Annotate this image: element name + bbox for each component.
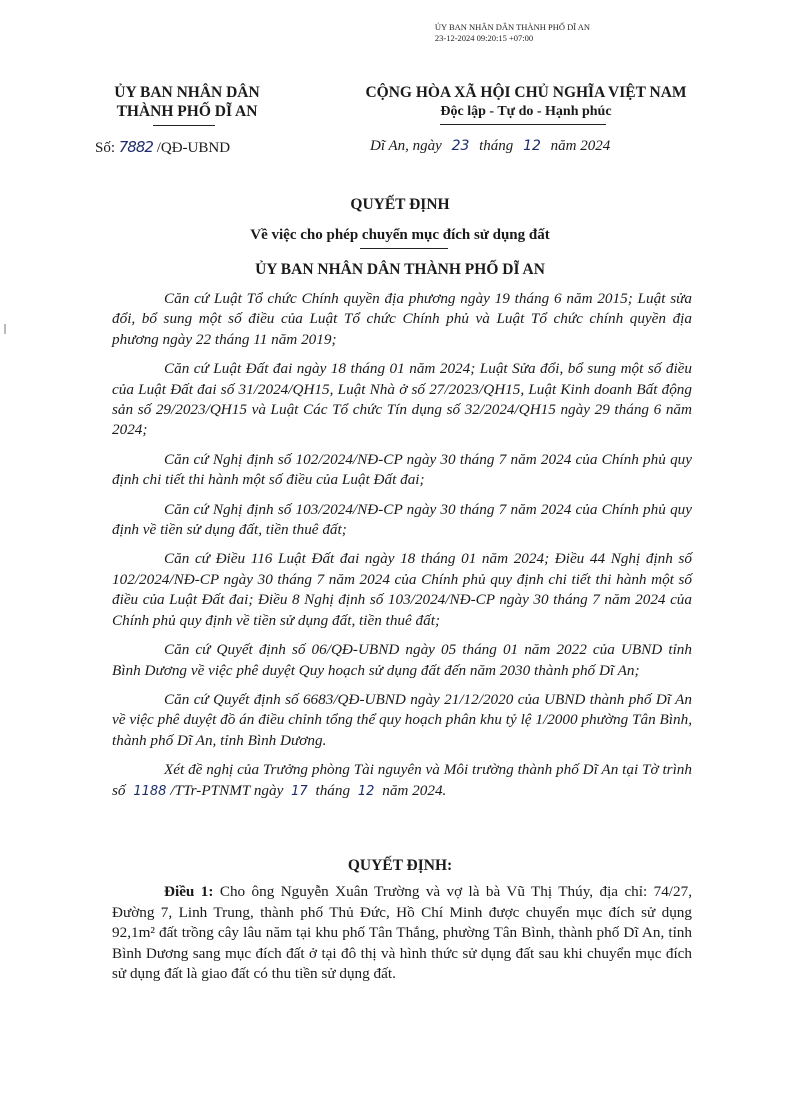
date-year: năm 2024: [550, 138, 611, 154]
proposal-day-handwritten: 17: [291, 783, 308, 799]
proposal-paragraph: [112, 760, 692, 802]
signature-org: ỦY BAN NHÂN DÂN THÀNH PHỐ DĨ AN: [434, 22, 590, 32]
proposal-month-word: tháng: [315, 781, 351, 799]
article-1: [112, 882, 692, 985]
proposal-text-2: /TTr-PTNMT ngày: [170, 781, 284, 799]
preamble-paragraph: Căn cứ Điều 116 Luật Đất đai ngày 18 tháng 01 năm 2024; Điều 44 Nghị định số 102/2024/NĐ-CP ngày 30 tháng 7 năm 2024 của Chính phủ quy định chi tiết thi hành một số điều của Luật Đất đai; Điều 8 Nghị định số 103/2024/NĐ-CP ngày 30 tháng 7 năm 2024 của Chính phủ quy định về tiền sử dụng đất, tiền thuê đất;: [112, 550, 692, 629]
authority-line-2: THÀNH PHỐ DĨ AN: [116, 103, 258, 120]
preamble-paragraph: Căn cứ Quyết định số 6683/QĐ-UBND ngày 21/12/2020 của UBND thành phố Dĩ An về việc phê duyệt đồ án điều chỉnh tổng thể quy hoạch phân khu tỷ lệ 1/2000 phường Tân Bình, thành phố Dĩ An, tỉnh Bình Dương.: [112, 690, 692, 749]
document-subtitle: Về việc cho phép chuyển mục đích sử dụng đất: [250, 227, 550, 243]
authority-underline: [153, 125, 215, 126]
subtitle-underline: [360, 248, 448, 249]
proposal-text-1: Xét đề nghị của Trưởng phòng Tài nguyên và Môi trường thành phố Dĩ An tại Tờ trình số: [112, 761, 692, 799]
document-number: [95, 138, 230, 157]
decision-heading: QUYẾT ĐỊNH:: [347, 857, 453, 874]
decision-authority: ỦY BAN NHÂN DÂN THÀNH PHỐ DĨ AN: [255, 261, 545, 278]
issuing-authority-header: [102, 83, 272, 121]
preamble-paragraph: Căn cứ Luật Tổ chức Chính quyền địa phương ngày 19 tháng 6 năm 2015; Luật sửa đổi, bổ sung một số điều của Luật Tổ chức Chính phủ và Luật Tổ chức chính quyền địa phương ngày 22 tháng 11 năm 2019;: [112, 290, 692, 348]
doc-number-handwritten: 7882: [118, 138, 153, 156]
proposal-month-handwritten: 12: [357, 783, 375, 799]
national-motto: Độc lập - Tự do - Hạnh phúc: [440, 104, 612, 119]
doc-number-suffix: /QĐ-UBND: [156, 140, 231, 156]
preamble-paragraph: Căn cứ Nghị định số 103/2024/NĐ-CP ngày 30 tháng 7 năm 2024 của Chính phủ quy định về tiền sử dụng đất, tiền thuê đất;: [112, 500, 692, 539]
digital-signature-stamp: [435, 22, 590, 44]
date-month-word: tháng: [479, 138, 514, 154]
preamble: [112, 289, 692, 811]
scan-margin-mark: [4, 324, 6, 334]
authority-line-1: ỦY BAN NHÂN DÂN: [114, 84, 260, 101]
date-prefix: Dĩ An, ngày: [370, 138, 442, 154]
date-month: 12: [523, 138, 541, 154]
preamble-paragraph: Căn cứ Nghị định số 102/2024/NĐ-CP ngày 30 tháng 7 năm 2024 của Chính phủ quy định chi tiết thi hành một số điều của Luật Đất đai;: [112, 450, 692, 489]
proposal-number-handwritten: 1188: [133, 783, 167, 799]
document-title: QUYẾT ĐỊNH: [350, 196, 450, 213]
article-1-paragraph: [112, 882, 692, 985]
doc-number-prefix: Số:: [95, 140, 116, 156]
article-1-text: Cho ông Nguyễn Xuân Trường và vợ là bà Vũ Thị Thúy, địa chỉ: 74/27, Đường 7, Linh Trung, thành phố Thủ Đức, Hồ Chí Minh được chuyển mục đích sử dụng 92,1m² đất trồng cây lâu năm tại khu phố Tân Thắng, phường Tân Bình, thành phố Dĩ An, tỉnh Bình Dương sang mục đích đất ở tại đô thị và hình thức sử dụng đất sau khi chuyển mục đích sử dụng đất là giao đất có thu tiền sử dụng đất.: [112, 883, 692, 982]
national-name: CỘNG HÒA XÃ HỘI CHỦ NGHĨA VIỆT NAM: [365, 84, 687, 101]
preamble-paragraph: Căn cứ Quyết định số 06/QĐ-UBND ngày 05 tháng 01 năm 2022 của UBND tỉnh Bình Dương về việc phê duyệt Quy hoạch sử dụng đất đến năm 2030 thành phố Dĩ An;: [112, 641, 692, 679]
preamble-paragraph: Căn cứ Luật Đất đai ngày 18 tháng 01 năm 2024; Luật Sửa đổi, bổ sung một số điều của Luật Đất đai số 31/2024/QH15, Luật Nhà ở số 27/2023/QH15, Luật Kinh doanh Bất động sản số 29/2023/QH15 và Luật Các Tổ chức Tín dụng số 32/2024/QH15 ngày 29 tháng 6 năm 2024;: [112, 360, 692, 439]
document-date: [370, 138, 610, 155]
motto-underline: [440, 124, 606, 125]
article-1-label: Điều 1:: [164, 883, 214, 900]
date-day: 23: [451, 138, 470, 154]
signature-timestamp: 23-12-2024 09:20:15 +07:00: [434, 33, 534, 43]
proposal-text-3: năm 2024.: [382, 781, 447, 799]
national-header: [318, 83, 734, 121]
